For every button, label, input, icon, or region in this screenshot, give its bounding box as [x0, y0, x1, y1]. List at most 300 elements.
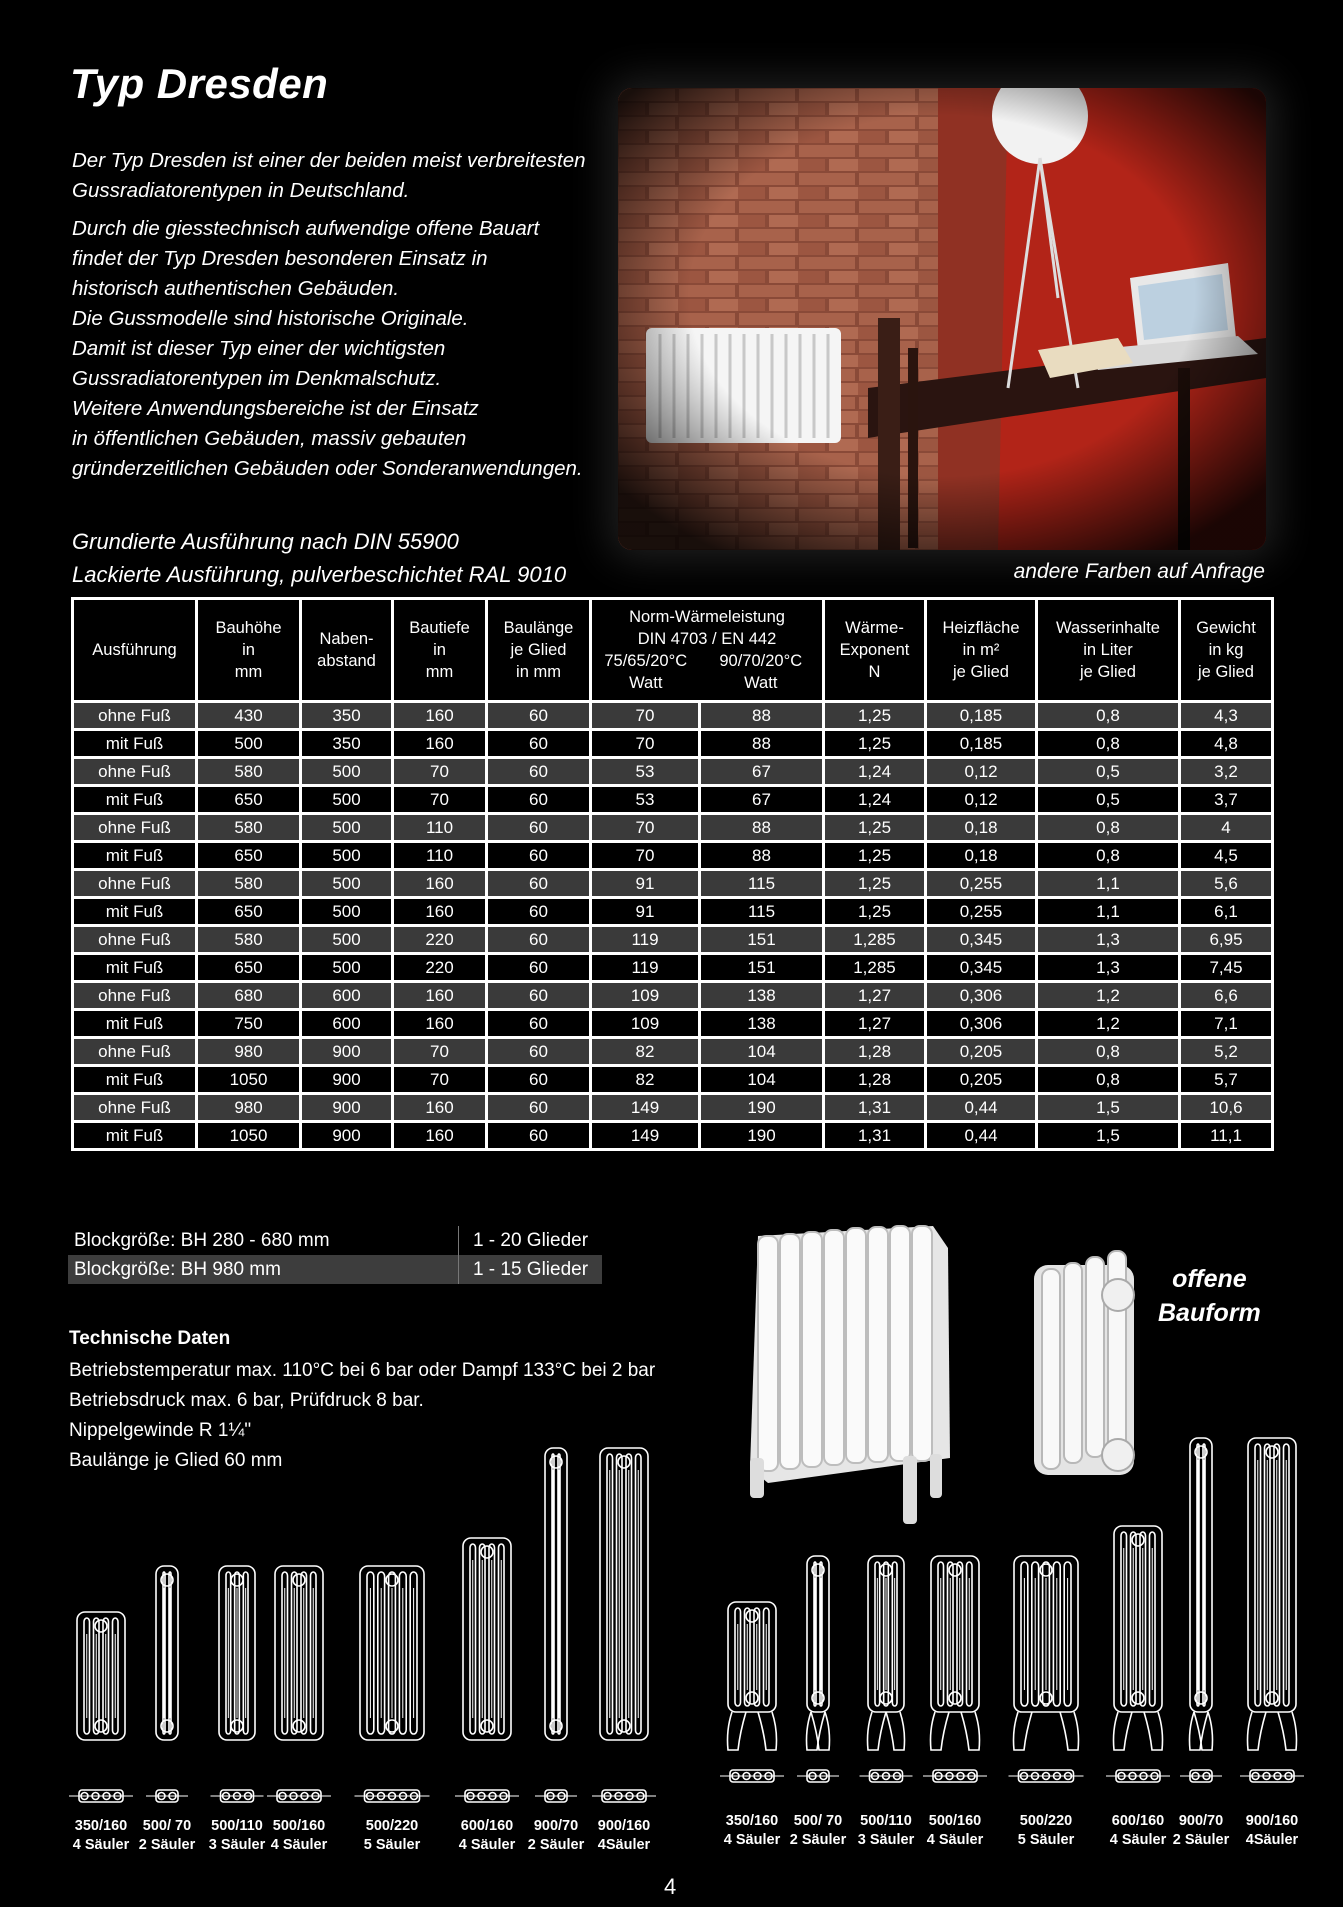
table-cell-variant: mit Fuß	[73, 1010, 197, 1038]
radiator-model: 900/160	[597, 1818, 651, 1834]
table-cell: 580	[197, 814, 301, 842]
table-cell: 500	[197, 730, 301, 758]
table-cell: 0,185	[926, 730, 1037, 758]
page-title: Typ Dresden	[70, 60, 329, 107]
table-cell: 60	[487, 842, 591, 870]
radiator-diagram	[1238, 1432, 1306, 1786]
table-cell-variant: ohne Fuß	[73, 870, 197, 898]
block-size-value: 1 - 20 Glieder	[458, 1226, 602, 1255]
radiator-model: 500/110	[860, 1813, 912, 1829]
table-row	[73, 702, 1273, 730]
table-cell: 1,28	[824, 1038, 926, 1066]
table-cell: 109	[591, 982, 700, 1010]
table-row	[73, 1122, 1273, 1150]
table-cell: 1,24	[824, 786, 926, 814]
technical-data-line: Baulänge je Glied 60 mm	[69, 1450, 283, 1471]
table-cell: 1050	[197, 1122, 301, 1150]
radiator-diagram-label	[724, 1812, 780, 1850]
table-cell: 900	[301, 1094, 393, 1122]
table-cell: 60	[487, 954, 591, 982]
radiator-columns: 4 Säuler	[723, 1832, 781, 1848]
radiator-diagram-label	[364, 1817, 420, 1855]
technical-data-line: Betriebsdruck max. 6 bar, Prüfdruck 8 bar.	[69, 1390, 424, 1411]
table-cell: 82	[591, 1038, 700, 1066]
table-cell: 4,5	[1180, 842, 1273, 870]
table-cell: 650	[197, 786, 301, 814]
page-number: 4	[664, 1874, 677, 1899]
radiator-columns: 4Säuler	[1245, 1832, 1299, 1848]
table-cell: 11,1	[1180, 1122, 1273, 1150]
table-cell-variant: ohne Fuß	[73, 1094, 197, 1122]
radiator-model: 500/220	[1019, 1813, 1073, 1829]
radiator-diagram	[858, 1550, 914, 1786]
radiator-diagram	[1004, 1550, 1088, 1786]
header-weight: Gewicht in kg je Glied	[1180, 599, 1273, 702]
block-size-row	[68, 1255, 602, 1284]
table-cell: 10,6	[1180, 1094, 1273, 1122]
table-cell: 1,25	[824, 870, 926, 898]
table-cell: 500	[301, 870, 393, 898]
table-cell: 4	[1180, 814, 1273, 842]
table-row	[73, 982, 1273, 1010]
table-cell: 1,31	[824, 1094, 926, 1122]
radiator-diagram-drawing	[146, 1560, 188, 1814]
table-cell: 900	[301, 1038, 393, 1066]
table-cell: 104	[700, 1038, 824, 1066]
table-cell: 1,285	[824, 926, 926, 954]
table-cell: 82	[591, 1066, 700, 1094]
table-row	[73, 1038, 1273, 1066]
radiator-columns: 4 Säuler	[72, 1837, 130, 1853]
header-area: Heizfläche in m² je Glied	[926, 599, 1037, 702]
table-cell: 70	[591, 730, 700, 758]
radiator-columns: 2 Säuler	[789, 1832, 847, 1848]
table-cell: 0,8	[1037, 842, 1180, 870]
table-cell: 500	[301, 758, 393, 786]
table-cell: 4,3	[1180, 702, 1273, 730]
radiator-diagram	[209, 1560, 265, 1814]
table-cell: 900	[301, 1066, 393, 1094]
table-cell: 60	[487, 1122, 591, 1150]
header-water: Wasserinhalte in Liter je Glied	[1037, 599, 1180, 702]
table-cell: 70	[591, 842, 700, 870]
table-cell: 650	[197, 954, 301, 982]
open-design-label	[1158, 1262, 1261, 1330]
table-cell-variant: mit Fuß	[73, 842, 197, 870]
radiator-diagram	[1104, 1520, 1172, 1786]
header-heat-90: 90/70/20°C Watt	[700, 650, 824, 702]
table-cell: 500	[301, 898, 393, 926]
radiator-diagram	[350, 1560, 434, 1814]
table-row	[73, 870, 1273, 898]
radiator-diagram-label	[459, 1817, 515, 1855]
table-cell: 160	[393, 1010, 487, 1038]
table-cell: 6,6	[1180, 982, 1273, 1010]
table-cell: 7,1	[1180, 1010, 1273, 1038]
radiator-diagram-label	[598, 1817, 650, 1855]
table-cell: 0,205	[926, 1038, 1037, 1066]
table-cell: 1,3	[1037, 954, 1180, 982]
table-cell: 0,8	[1037, 730, 1180, 758]
table-cell: 1050	[197, 1066, 301, 1094]
table-cell: 160	[393, 730, 487, 758]
radiator-columns: 5 Säuler	[1017, 1832, 1075, 1848]
table-cell: 6,95	[1180, 926, 1273, 954]
radiator-diagram-label	[209, 1817, 265, 1855]
table-cell: 160	[393, 702, 487, 730]
table-cell: 0,205	[926, 1066, 1037, 1094]
table-cell: 5,7	[1180, 1066, 1273, 1094]
table-cell: 0,5	[1037, 786, 1180, 814]
table-cell: 600	[301, 1010, 393, 1038]
header-heat-75: 75/65/20°C Watt	[591, 650, 700, 702]
table-cell: 5,2	[1180, 1038, 1273, 1066]
table-cell: 1,2	[1037, 1010, 1180, 1038]
table-cell: 1,25	[824, 702, 926, 730]
radiator-columns: 2 Säuler	[138, 1837, 196, 1853]
table-cell-variant: ohne Fuß	[73, 1038, 197, 1066]
finish-primed: Grundierte Ausführung nach DIN 55900	[72, 529, 459, 554]
radiator-diagram	[921, 1550, 989, 1786]
radiator-diagram-drawing	[209, 1560, 265, 1814]
table-cell: 1,28	[824, 1066, 926, 1094]
table-cell: 88	[700, 730, 824, 758]
table-cell: 1,5	[1037, 1122, 1180, 1150]
radiator-diagram-label	[1246, 1812, 1298, 1850]
table-cell: 350	[301, 730, 393, 758]
table-cell: 160	[393, 898, 487, 926]
table-cell: 1,25	[824, 842, 926, 870]
table-row	[73, 842, 1273, 870]
table-cell: 600	[301, 982, 393, 1010]
table-cell: 750	[197, 1010, 301, 1038]
finish-notes	[72, 525, 566, 591]
table-cell: 60	[487, 1010, 591, 1038]
table-cell: 0,345	[926, 926, 1037, 954]
radiator-diagram	[265, 1560, 333, 1814]
technical-data-line: Nippelgewinde R 1¼"	[69, 1420, 252, 1441]
radiator-model: 900/70	[533, 1818, 579, 1834]
radiator-diagram	[1180, 1432, 1222, 1786]
table-cell: 149	[591, 1122, 700, 1150]
table-cell: 0,44	[926, 1122, 1037, 1150]
table-cell: 160	[393, 870, 487, 898]
radiator-diagram-drawing	[1180, 1432, 1222, 1786]
table-cell: 60	[487, 982, 591, 1010]
table-cell: 67	[700, 758, 824, 786]
radiator-diagram-drawing	[350, 1560, 434, 1814]
header-height: Bauhöhe in mm	[197, 599, 301, 702]
table-cell: 70	[393, 786, 487, 814]
table-cell: 430	[197, 702, 301, 730]
table-cell: 60	[487, 814, 591, 842]
table-cell: 220	[393, 954, 487, 982]
table-cell: 0,8	[1037, 702, 1180, 730]
table-cell: 60	[487, 926, 591, 954]
table-cell: 0,255	[926, 898, 1037, 926]
radiator-diagram-label	[1110, 1812, 1166, 1850]
room-photo-illustration	[618, 88, 1266, 550]
table-cell: 1,285	[824, 954, 926, 982]
table-cell: 650	[197, 842, 301, 870]
other-colors-note: andere Farben auf Anfrage	[1013, 560, 1265, 583]
radiator-diagram-drawing	[453, 1532, 521, 1814]
table-row	[73, 1066, 1273, 1094]
radiator-diagram-drawing	[1238, 1432, 1306, 1786]
block-size-row	[68, 1226, 602, 1255]
table-cell: 1,31	[824, 1122, 926, 1150]
radiator-diagram-label	[858, 1812, 914, 1850]
table-cell: 1,5	[1037, 1094, 1180, 1122]
table-cell: 70	[393, 758, 487, 786]
table-cell: 580	[197, 870, 301, 898]
table-cell: 3,2	[1180, 758, 1273, 786]
radiator-diagram	[590, 1442, 658, 1814]
radiator-columns: 5 Säuler	[363, 1837, 421, 1853]
table-cell: 500	[301, 926, 393, 954]
table-cell: 500	[301, 786, 393, 814]
radiator-model: 500/110	[211, 1818, 263, 1834]
header-heat-output: Norm-Wärmeleistung DIN 4703 / EN 442	[591, 599, 824, 651]
table-cell: 4,8	[1180, 730, 1273, 758]
table-cell: 1,24	[824, 758, 926, 786]
table-cell: 70	[591, 814, 700, 842]
table-cell: 151	[700, 954, 824, 982]
table-cell: 70	[393, 1066, 487, 1094]
table-cell: 0,255	[926, 870, 1037, 898]
radiator-columns: 3 Säuler	[208, 1837, 266, 1853]
table-cell: 60	[487, 730, 591, 758]
table-row	[73, 730, 1273, 758]
table-row	[73, 954, 1273, 982]
table-cell: 91	[591, 898, 700, 926]
intro-line: Gussradiatorentypen in Deutschland.	[72, 179, 410, 202]
table-cell: 115	[700, 898, 824, 926]
radiator-diagram-label	[139, 1817, 195, 1855]
table-cell: 110	[393, 814, 487, 842]
table-row	[73, 926, 1273, 954]
table-cell: 1,2	[1037, 982, 1180, 1010]
intro-line: Der Typ Dresden ist einer der beiden meist verbreitesten	[72, 149, 586, 172]
radiator-model: 500/160	[272, 1818, 326, 1834]
intro-text	[72, 146, 612, 492]
table-row	[73, 758, 1273, 786]
spec-table	[71, 597, 1274, 1151]
table-cell: 115	[700, 870, 824, 898]
radiator-columns: 2 Säuler	[527, 1837, 585, 1853]
table-cell: 350	[301, 702, 393, 730]
table-cell: 1,1	[1037, 898, 1180, 926]
table-cell: 1,27	[824, 1010, 926, 1038]
table-cell: 60	[487, 758, 591, 786]
radiator-model: 900/70	[1178, 1813, 1224, 1829]
table-row	[73, 814, 1273, 842]
radiator-diagram-label	[790, 1812, 846, 1850]
table-cell: 0,306	[926, 982, 1037, 1010]
room-photo	[618, 88, 1266, 550]
radiator-model: 600/160	[1111, 1813, 1165, 1829]
radiator-open-render	[1028, 1245, 1144, 1495]
radiator-model: 900/160	[1245, 1813, 1299, 1829]
table-cell-variant: ohne Fuß	[73, 758, 197, 786]
table-cell: 0,306	[926, 1010, 1037, 1038]
table-cell: 650	[197, 898, 301, 926]
table-cell-variant: mit Fuß	[73, 1122, 197, 1150]
table-cell: 119	[591, 926, 700, 954]
table-cell: 149	[591, 1094, 700, 1122]
technical-data-heading: Technische Daten	[69, 1328, 231, 1349]
table-cell-variant: ohne Fuß	[73, 814, 197, 842]
radiator-model: 350/160	[725, 1813, 779, 1829]
table-cell-variant: ohne Fuß	[73, 926, 197, 954]
table-cell: 900	[301, 1122, 393, 1150]
radiator-diagram-drawing	[535, 1442, 577, 1814]
radiator-columns: 4 Säuler	[1109, 1832, 1167, 1848]
radiator-large-render	[738, 1218, 958, 1530]
table-cell: 160	[393, 982, 487, 1010]
table-cell-variant: mit Fuß	[73, 1066, 197, 1094]
table-row	[73, 786, 1273, 814]
table-cell: 500	[301, 814, 393, 842]
table-cell: 0,8	[1037, 1066, 1180, 1094]
table-cell-variant: mit Fuß	[73, 786, 197, 814]
header-exponent: Wärme- Exponent N	[824, 599, 926, 702]
table-cell: 119	[591, 954, 700, 982]
radiator-diagram-drawing	[67, 1606, 135, 1814]
radiator-model: 500/160	[928, 1813, 982, 1829]
table-cell: 0,185	[926, 702, 1037, 730]
radiator-diagram-label	[1018, 1812, 1074, 1850]
table-row	[73, 898, 1273, 926]
radiator-diagram-label	[1173, 1812, 1229, 1850]
intro-line: findet der Typ Dresden besonderen Einsatz in	[72, 247, 488, 270]
block-sizes	[68, 1226, 602, 1284]
radiator-diagram-drawing	[265, 1560, 333, 1814]
table-cell: 0,5	[1037, 758, 1180, 786]
table-cell: 1,1	[1037, 870, 1180, 898]
header-hub-distance: Naben- abstand	[301, 599, 393, 702]
table-cell: 500	[301, 954, 393, 982]
table-cell: 104	[700, 1066, 824, 1094]
technical-data-line: Betriebstemperatur max. 110°C bei 6 bar oder Dampf 133°C bei 2 bar	[69, 1360, 656, 1381]
header-depth: Bautiefe in mm	[393, 599, 487, 702]
table-cell: 160	[393, 1122, 487, 1150]
radiator-diagram	[718, 1596, 786, 1786]
table-cell-variant: mit Fuß	[73, 954, 197, 982]
radiator-columns: 4 Säuler	[270, 1837, 328, 1853]
table-cell: 0,18	[926, 814, 1037, 842]
table-cell: 190	[700, 1122, 824, 1150]
table-cell: 60	[487, 1038, 591, 1066]
radiator-diagram	[146, 1560, 188, 1814]
radiator-diagram	[535, 1442, 577, 1814]
table-cell: 60	[487, 870, 591, 898]
table-cell: 1,25	[824, 730, 926, 758]
header-variant: Ausführung	[73, 599, 197, 702]
table-cell: 980	[197, 1038, 301, 1066]
table-cell-variant: ohne Fuß	[73, 982, 197, 1010]
intro-line: Damit ist dieser Typ einer der wichtigsten	[72, 337, 446, 360]
radiator-diagram-drawing	[1104, 1520, 1172, 1786]
table-cell: 0,12	[926, 758, 1037, 786]
spec-table-body	[73, 702, 1273, 1150]
table-cell: 160	[393, 1094, 487, 1122]
radiator-model: 500/ 70	[793, 1813, 843, 1829]
table-cell: 1,27	[824, 982, 926, 1010]
table-cell: 0,44	[926, 1094, 1037, 1122]
table-cell: 6,1	[1180, 898, 1273, 926]
table-cell: 190	[700, 1094, 824, 1122]
table-cell: 60	[487, 1066, 591, 1094]
radiator-diagram	[453, 1532, 521, 1814]
radiator-model: 350/160	[74, 1818, 128, 1834]
table-cell: 0,8	[1037, 1038, 1180, 1066]
table-row	[73, 1010, 1273, 1038]
table-cell: 91	[591, 870, 700, 898]
radiator-diagram-label	[73, 1817, 129, 1855]
table-cell: 0,18	[926, 842, 1037, 870]
radiator-diagram-label	[927, 1812, 983, 1850]
table-cell: 3,7	[1180, 786, 1273, 814]
intro-paragraph-2	[72, 214, 612, 484]
open-design-line: Bauform	[1158, 1299, 1261, 1327]
radiator-model: 500/ 70	[142, 1818, 192, 1834]
table-cell: 1,3	[1037, 926, 1180, 954]
table-cell-variant: ohne Fuß	[73, 702, 197, 730]
table-cell-variant: mit Fuß	[73, 898, 197, 926]
table-cell: 7,45	[1180, 954, 1273, 982]
table-cell: 60	[487, 702, 591, 730]
radiator-diagram-label	[528, 1817, 584, 1855]
table-cell: 88	[700, 842, 824, 870]
radiator-diagram-drawing	[1004, 1550, 1088, 1786]
radiator-model: 600/160	[460, 1818, 514, 1834]
radiator-diagram-drawing	[858, 1550, 914, 1786]
table-cell: 53	[591, 758, 700, 786]
intro-line: Gussradiatorentypen im Denkmalschutz.	[72, 367, 442, 390]
table-cell: 0,345	[926, 954, 1037, 982]
radiator-columns: 3 Säuler	[857, 1832, 915, 1848]
table-cell: 1,25	[824, 898, 926, 926]
intro-line: Die Gussmodelle sind historische Originale.	[72, 307, 469, 330]
open-design-line: offene	[1172, 1265, 1247, 1293]
table-cell: 70	[393, 1038, 487, 1066]
table-cell: 88	[700, 814, 824, 842]
table-cell: 53	[591, 786, 700, 814]
table-cell: 60	[487, 1094, 591, 1122]
table-cell: 88	[700, 702, 824, 730]
intro-line: Durch die giesstechnisch aufwendige offene Bauart	[72, 217, 540, 240]
table-cell: 0,8	[1037, 814, 1180, 842]
table-cell: 138	[700, 982, 824, 1010]
table-cell: 67	[700, 786, 824, 814]
table-cell: 60	[487, 786, 591, 814]
table-cell: 980	[197, 1094, 301, 1122]
intro-line: historisch authentischen Gebäuden.	[72, 277, 400, 300]
radiator-diagram-drawing	[590, 1442, 658, 1814]
header-length: Baulänge je Glied in mm	[487, 599, 591, 702]
radiator-diagram	[797, 1550, 839, 1786]
table-cell: 109	[591, 1010, 700, 1038]
block-size-value: 1 - 15 Glieder	[458, 1255, 602, 1284]
table-cell: 680	[197, 982, 301, 1010]
table-cell: 1,25	[824, 814, 926, 842]
table-cell: 151	[700, 926, 824, 954]
radiator-diagram-drawing	[921, 1550, 989, 1786]
radiator-diagram-label	[271, 1817, 327, 1855]
intro-paragraph-1	[72, 146, 612, 206]
finish-lacquered: Lackierte Ausführung, pulverbeschichtet RAL 9010	[72, 562, 567, 587]
